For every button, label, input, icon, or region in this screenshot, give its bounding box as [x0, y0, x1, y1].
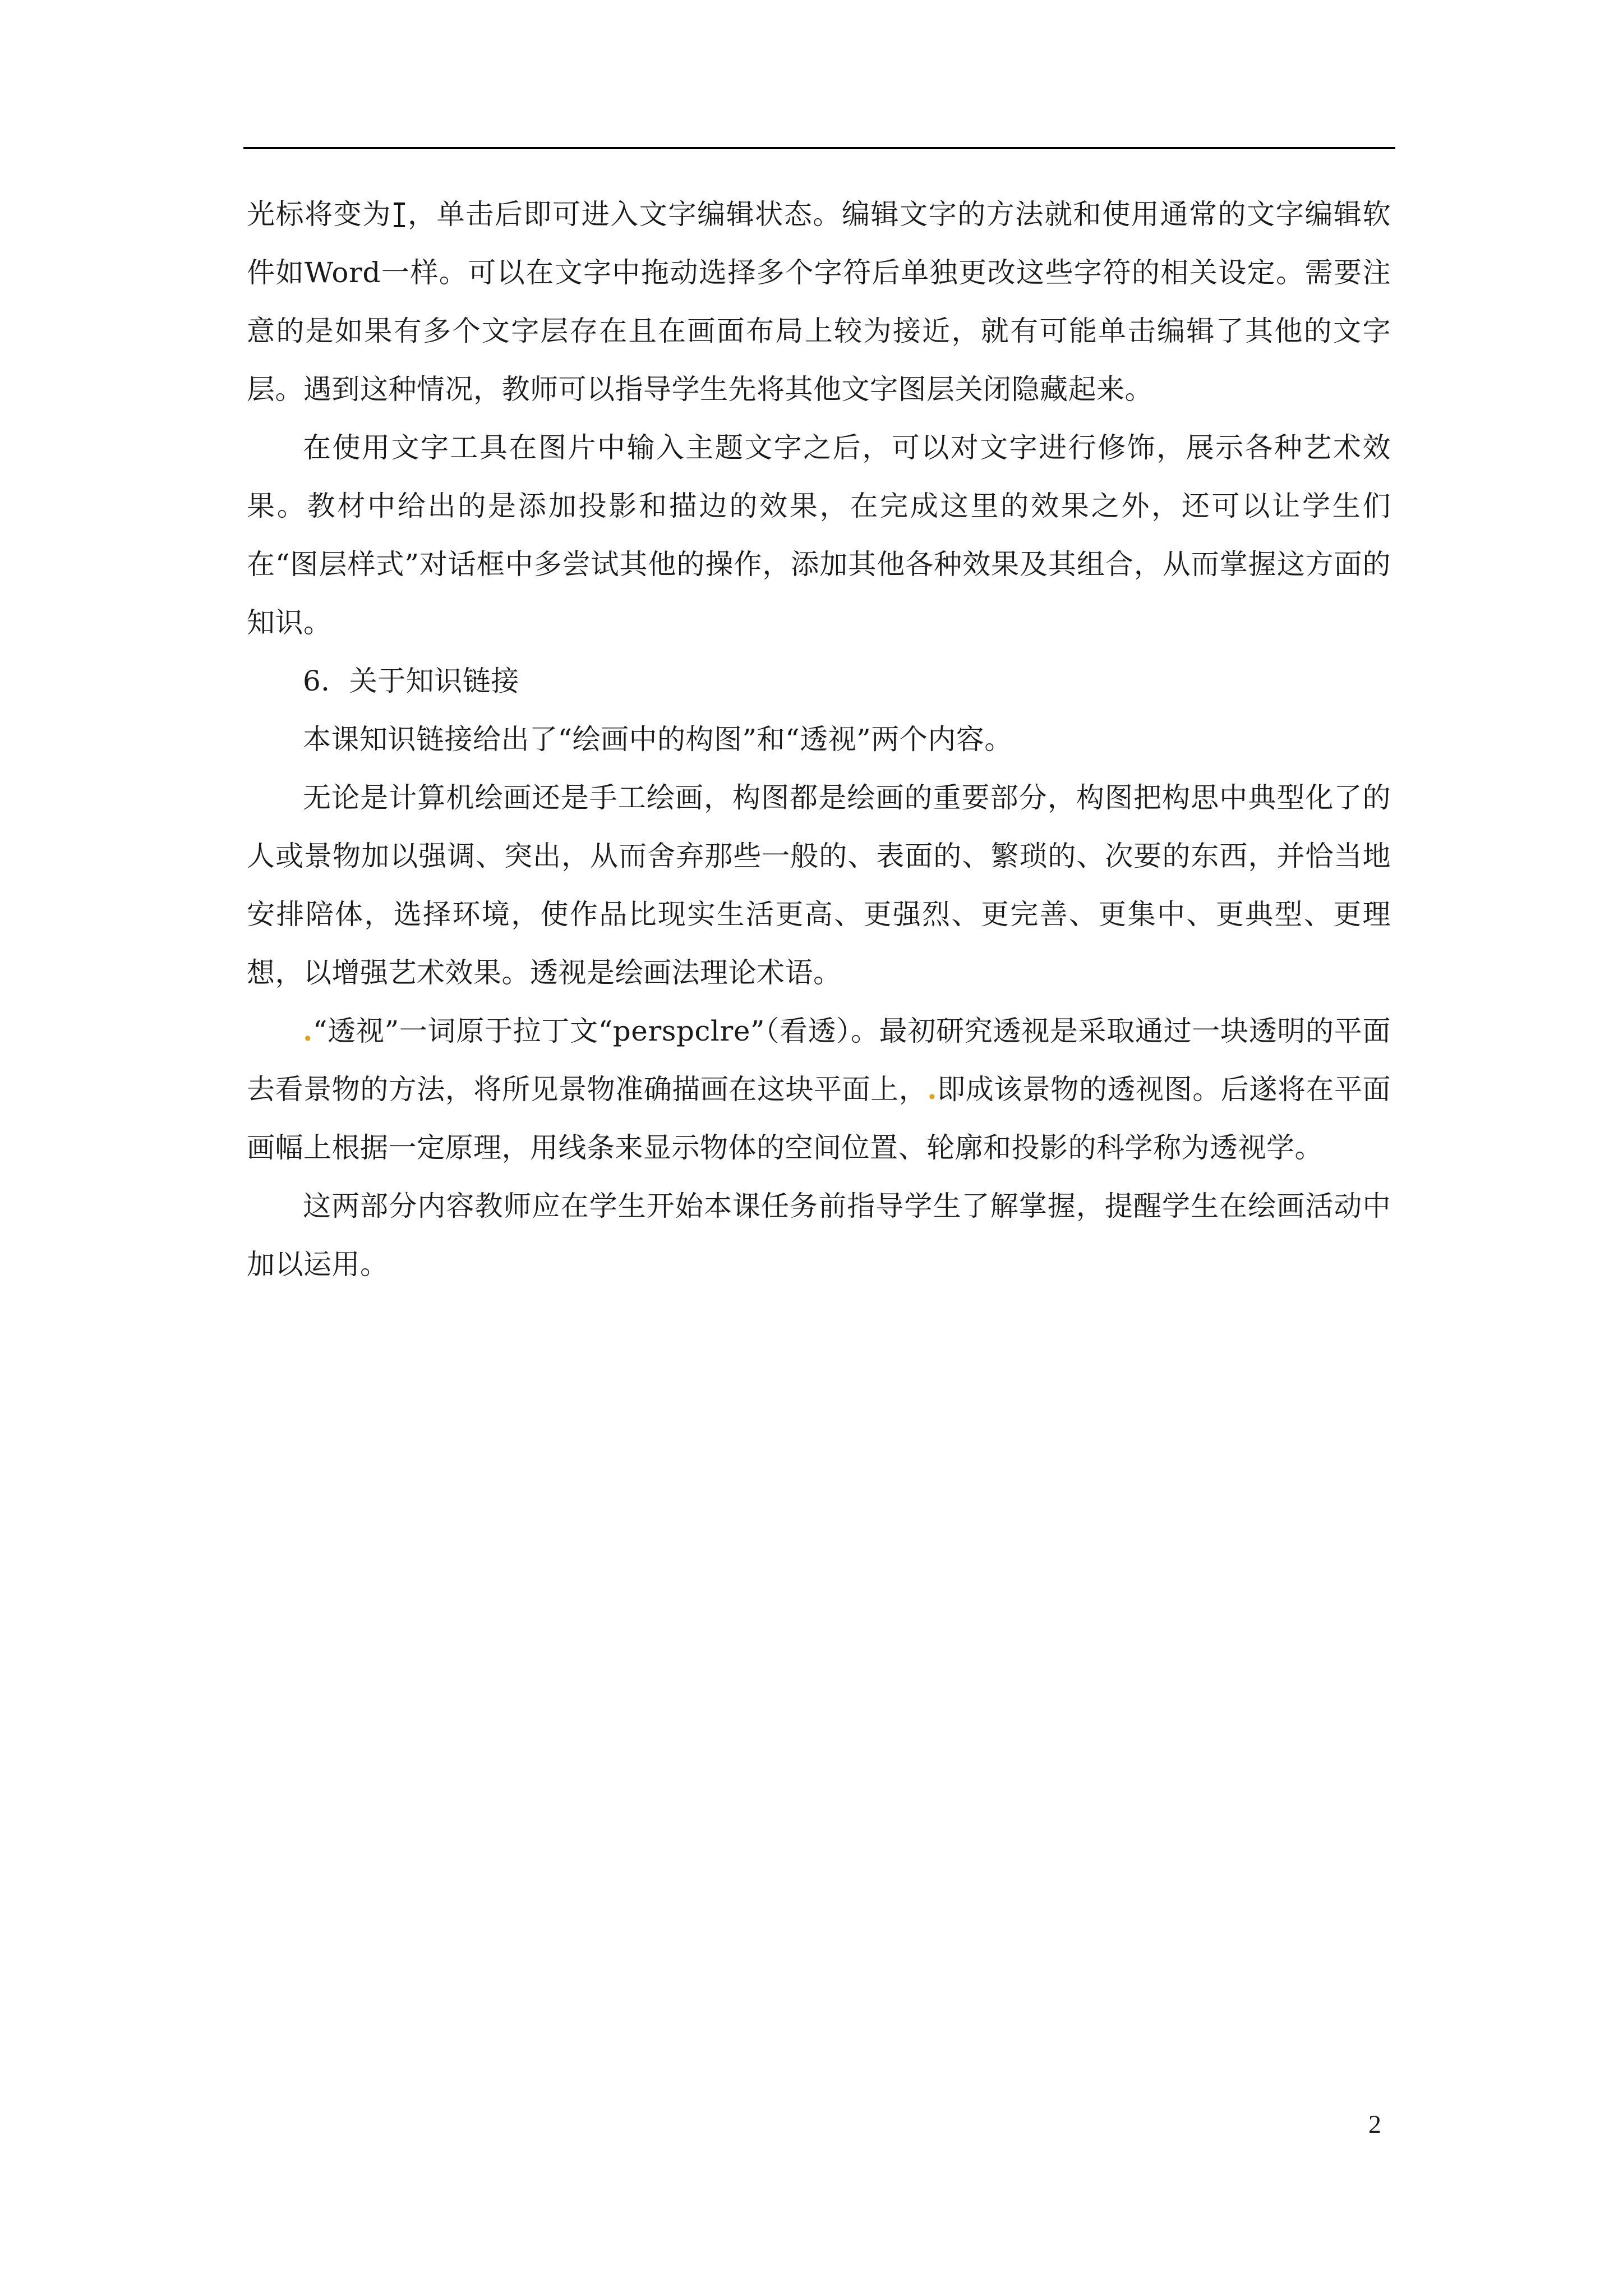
paragraph-cursor-editing [247, 185, 1391, 418]
paragraph-knowledge-link-intro: 本课知识链接给出了“绘画中的构图”和“透视”两个内容。 [303, 723, 1013, 756]
paragraph-composition: 无论是计算机绘画还是手工绘画，构图都是绘画的重要部分，构图把构思中典型化了的人或景物加以强调、突出，从而舍弃那些一般的、表面的、繁琐的、次要的东西，并恰当地安排陪体，选择环境，使作品比现实生活更高、更强烈、更完善、更集中、更典型、更理想，以增强艺术效果。透视是绘画法理论术语。 [247, 781, 1391, 989]
paragraph-text: “透视”一词原于拉丁文“perspclre”（看透）。最初研究透视是采取通过一块透明的平面去看景物的方法，将所见景物准确描画在这块平面上， [247, 1015, 1391, 1106]
artifact-mark: . [303, 1014, 313, 1047]
paragraph-teacher-guidance: 这两部分内容教师应在学生开始本课任务前指导学生了解掌握，提醒学生在绘画活动中加以运用。 [247, 1190, 1391, 1281]
header-rule [243, 147, 1395, 149]
artifact-mark: . [927, 1073, 938, 1106]
section-heading-knowledge-link: 6．关于知识链接 [303, 665, 519, 697]
page-number: 2 [1368, 2110, 1381, 2138]
paragraph-text: ，单击后即可进入文字编辑状态。编辑文字的方法就和使用通常的文字编辑软件如Word一样。可以在文字中拖动选择多个字符后单独更改这些字符的相关设定。需要注意的是如果有多个文字层存在且在画面布局上较为接近，就有可能单击编辑了其他的文字层。遇到这种情况，教师可以指导学生先将其他文字图层关闭隐藏起来。 [247, 198, 1391, 406]
paragraph-text: 光标将变为 [247, 198, 391, 231]
document-body [247, 185, 1391, 1294]
paragraph-text-effects: 在使用文字工具在图片中输入主题文字之后，可以对文字进行修饰，展示各种艺术效果。教材中给出的是添加投影和描边的效果，在完成这里的效果之外，还可以让学生们在“图层样式”对话框中多尝试其他的操作，添加其他各种效果及其组合，从而掌握这方面的知识。 [247, 431, 1391, 639]
paragraph-perspective [247, 1002, 1391, 1177]
text-ibeam-cursor-icon [393, 203, 406, 227]
paragraph-text: 即成该景物的透视图。后遂将在平面画幅上根据一定原理，用线条来显示物体的空间位置、轮廓和投影的科学称为透视学。 [247, 1073, 1391, 1164]
